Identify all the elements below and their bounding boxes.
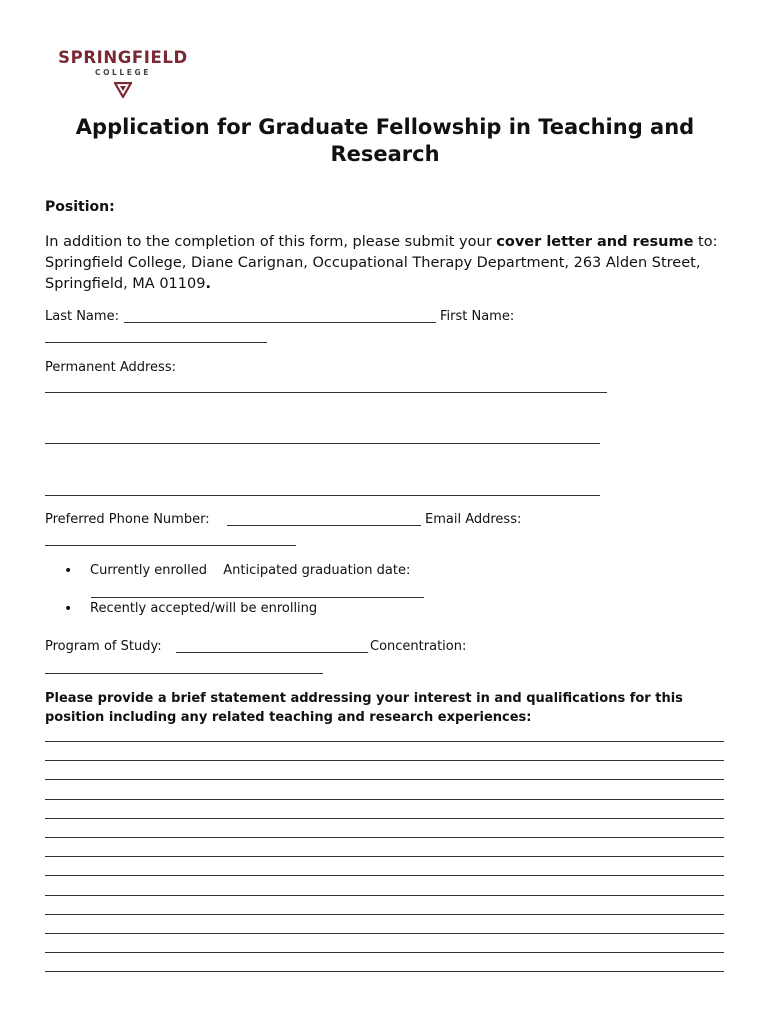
- last-name-label: Last Name:: [45, 309, 119, 324]
- logo-sub: COLLEGE: [94, 68, 152, 77]
- recently-accepted-option: Recently accepted/will be enrolling: [90, 601, 318, 616]
- phone-field[interactable]: [227, 525, 421, 526]
- statement-line[interactable]: [45, 741, 724, 742]
- page-title: Application for Graduate Fellowship in Teaching and Research: [75, 115, 695, 166]
- statement-line[interactable]: [45, 779, 724, 780]
- statement-line[interactable]: [45, 818, 724, 819]
- statement-line[interactable]: [45, 837, 724, 838]
- intro-text-2: to: Springfield College, Diane Carignan, Occupational Therapy Department, 263 Alden Street, Springfield, MA 01109: [45, 234, 718, 292]
- list-item[interactable]: [62, 601, 317, 617]
- address-line-1-field[interactable]: [45, 392, 607, 393]
- intro-bold-cover-letter: cover letter and resume: [496, 234, 694, 250]
- graduation-date-field[interactable]: [91, 597, 424, 598]
- statement-line[interactable]: [45, 933, 724, 934]
- logo-name: SPRINGFIELD: [58, 48, 188, 67]
- permanent-address-label: Permanent Address:: [45, 360, 176, 375]
- first-name-label: First Name:: [440, 309, 515, 324]
- address-line-2-field[interactable]: [45, 443, 600, 444]
- statement-line[interactable]: [45, 914, 724, 915]
- springfield-college-logo: [48, 48, 198, 104]
- statement-answer-lines[interactable]: [45, 741, 724, 990]
- currently-enrolled-option: Currently enrolled: [90, 563, 207, 578]
- position-label: Position:: [45, 199, 115, 215]
- email-label: Email Address:: [425, 512, 522, 527]
- statement-line[interactable]: [45, 875, 724, 876]
- intro-paragraph: [45, 232, 735, 295]
- program-field[interactable]: [176, 652, 368, 653]
- phone-label: Preferred Phone Number:: [45, 512, 210, 527]
- statement-line[interactable]: [45, 971, 724, 972]
- triangle-emblem-icon: [114, 82, 132, 98]
- statement-prompt: Please provide a brief statement addressing your interest in and qualifications for this position including any related teaching and research experiences:: [45, 691, 683, 725]
- address-line-3-field[interactable]: [45, 495, 600, 496]
- last-name-field[interactable]: [124, 322, 436, 323]
- statement-line[interactable]: [45, 799, 724, 800]
- concentration-label: Concentration:: [370, 639, 467, 654]
- statement-line[interactable]: [45, 952, 724, 953]
- enrollment-options: [62, 563, 410, 579]
- statement-line[interactable]: [45, 760, 724, 761]
- intro-bold-period: .: [205, 276, 211, 292]
- program-label: Program of Study:: [45, 639, 162, 654]
- concentration-field[interactable]: [45, 673, 323, 674]
- anticipated-date-label: Anticipated graduation date:: [223, 563, 411, 578]
- statement-line[interactable]: [45, 895, 724, 896]
- enrollment-options-2: [62, 601, 317, 617]
- email-field[interactable]: [45, 545, 296, 546]
- list-item[interactable]: [62, 563, 410, 579]
- first-name-field[interactable]: [45, 342, 267, 343]
- statement-line[interactable]: [45, 856, 724, 857]
- intro-text-1: In addition to the completion of this form, please submit your: [45, 234, 497, 250]
